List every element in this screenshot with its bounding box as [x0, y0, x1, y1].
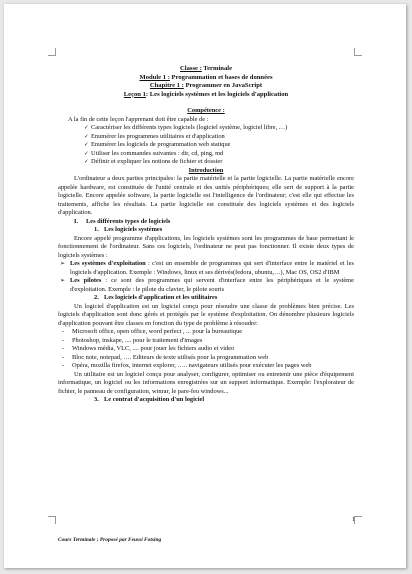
introduction-text: L'ordinateur a deux parties principales: la partie matérielle et la partie logicielle. La partie matérielle encore appelée hardware, est constituée de l'unité centrale et des unités périphériques; elle sert de support à la partie logicielle. Encore appelée software, la partie logicielle est l'intelligence de l'ordinateur; c'est elle qui effectue les traitements, affiche les résultats. La partie logicielle est constituée des logiciels systèmes et des logiciels d'application. — [58, 175, 354, 217]
list-item: - Windows média, VLC, .... pour jouer les fichiers audio et video — [58, 345, 354, 354]
subsection-heading: 1. Les logiciels systèmes — [94, 226, 163, 234]
subsection-heading: 3. Le contrat d'acquisition d'un logiciel — [94, 396, 205, 404]
module-line: Module 1 : Programmation et bases de données — [139, 73, 273, 81]
page-number: 1 — [352, 516, 356, 523]
list-item: ➢ Les systèmes d'exploitation : c'est un ensemble de programmes qui sert d'interface entre le matériel et les logiciels d'application. Exemple : Windows, linux et ses dérivés(fedora, ubuntu,…), Mac OS, OS2 d'IBM — [58, 260, 354, 277]
class-line: Classe : Terminale — [179, 65, 233, 72]
page-content — [58, 65, 354, 405]
lesson-line: Leçon 1: Les logiciels systèmes et les logiciels d'application — [123, 90, 289, 98]
competence-item: ✓ Enumérer les logiciels de programmation web statique — [84, 141, 354, 150]
introduction-title: Introduction — [188, 166, 224, 174]
chapter-line: Chapitre 1 : Programmer en JavaScript — [149, 82, 263, 90]
course-header — [58, 65, 354, 99]
application-software-list — [58, 328, 354, 371]
crop-mark-top-left — [48, 48, 56, 56]
list-item: - Opéra, mozilla firefox, internet explorer, ….. navigateurs utilisés pour exécuter les pages web — [58, 362, 354, 371]
list-item: ➢ Les pilotes : ce sont des programmes qui servent d'interface entre les périphériques et le système d'exploitation. Exemple : le pilote du clavier, le pilote souris — [58, 277, 354, 294]
competence-list — [58, 124, 354, 167]
list-item: - Photoshop, inskape, .... pour le traitement d'images — [58, 337, 354, 346]
competence-item: ✓ Caractériser les différents types logiciels (logiciel système, logiciel libre, …) — [84, 124, 354, 133]
section-heading: I. Les différents types de logiciels — [74, 217, 171, 225]
list-item: - Microsoft office, open office, word perfect , ... pour la bureautique — [58, 328, 354, 337]
competence-title: Compétence : — [187, 107, 225, 115]
paragraph: Un utilitaire est un logiciel conçu pour analyser, configurer, optimiser ou entretenir une pièce d'équipement informatique, un logiciel ou les informations enregistrées sur un support informatique. Exemple: l'explorateur de fichier, le panneau de configuration, winrar, le pare-feu windows... — [58, 370, 354, 395]
competence-intro: A la fin de cette leçon l'apprenant doit être capable de : — [68, 115, 209, 123]
system-software-list — [58, 260, 354, 294]
paragraph: Un logiciel d'application est un logiciel conçu pour résoudre une classe de problèmes bien précise. Les logiciels d'application sont donc gérés et protégés par le système d'exploitation. On dénombre plusieurs logiciels d'application pouvant être classes en fonction du type de problème à résoudre: — [58, 302, 354, 327]
paragraph: Encore appelé programme d'applications, les logiciels systèmes sont les programmes de base permettant le fonctionnement de l'ordinateur. Sans ces logiciels, l'ordinateur ne peut pas fonctionner. Il existe deux types de logiciels systèmes : — [58, 234, 354, 259]
page-footer: Cours Terminale ; Proposé par Feussi Fotsing — [58, 537, 162, 543]
competence-item: ✓ Utiliser les commandes suivantes : dir, cd, ping, md — [84, 150, 354, 159]
competence-item: ✓ Définir et expliquer les notions de fichier et dossier — [84, 158, 354, 167]
crop-mark-top-right — [354, 48, 362, 56]
subsection-heading: 2. Les logiciels d'application et les utilitaires — [94, 294, 218, 302]
competence-item: ✓ Enumérer les programmes utilitaires et d'application — [84, 133, 354, 142]
list-item: - Bloc note, notepad, …. Editeurs de texte utilisés pour la programmation web — [58, 354, 354, 363]
crop-mark-bottom-left — [48, 516, 56, 524]
document-page — [4, 4, 406, 568]
